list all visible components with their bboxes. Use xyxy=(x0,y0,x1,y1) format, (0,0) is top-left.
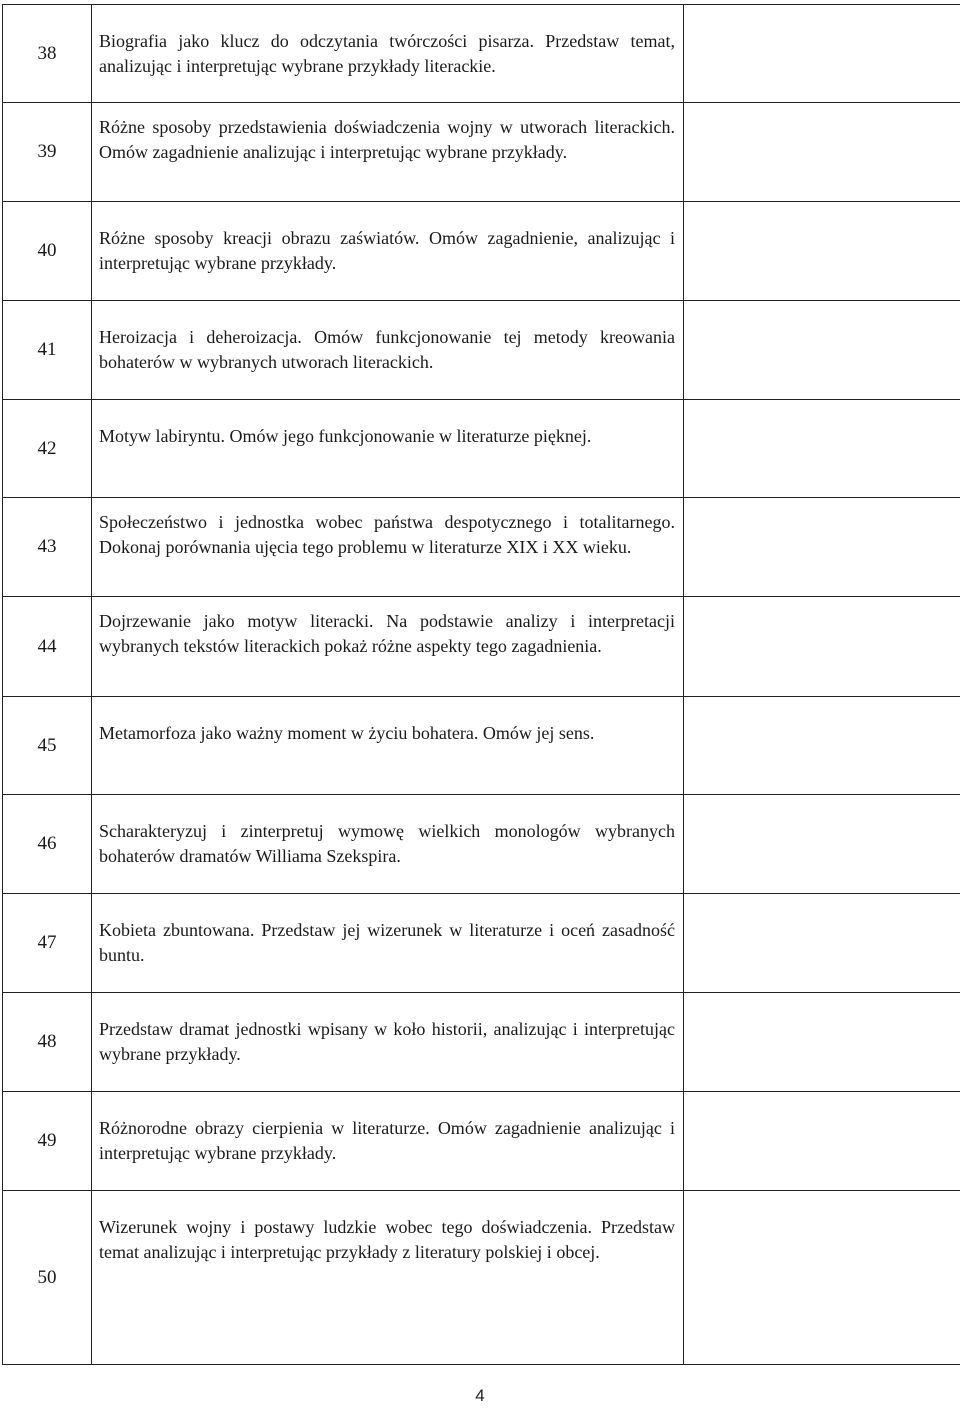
row-number: 46 xyxy=(3,795,92,894)
topic-cell xyxy=(92,400,684,498)
topic-cell xyxy=(92,795,684,894)
topic-text: Scharakteryzuj i zinterpretuj wymowę wielkich monologów wybranych bohaterów dramatów Williama Szekspira. xyxy=(99,821,675,866)
topic-cell xyxy=(92,894,684,993)
table-row xyxy=(3,103,960,202)
topic-cell xyxy=(92,697,684,795)
row-number: 41 xyxy=(3,301,92,400)
row-number: 49 xyxy=(3,1092,92,1191)
row-number: 45 xyxy=(3,697,92,795)
topic-cell xyxy=(92,103,684,202)
topic-text: Motyw labiryntu. Omów jego funkcjonowanie w literaturze pięknej. xyxy=(99,426,592,446)
empty-cell xyxy=(684,1092,960,1191)
empty-cell xyxy=(684,1191,960,1365)
table-row xyxy=(3,400,960,498)
topic-text: Biografia jako klucz do odczytania twórczości pisarza. Przedstaw temat, analizując i interpretując wybrane przykłady literackie. xyxy=(99,31,675,76)
table-row xyxy=(3,597,960,697)
empty-cell xyxy=(684,202,960,301)
page-number: 4 xyxy=(475,1386,485,1405)
topic-cell xyxy=(92,498,684,597)
topic-cell xyxy=(92,993,684,1092)
row-number: 48 xyxy=(3,993,92,1092)
topic-text: Różnorodne obrazy cierpienia w literaturze. Omów zagadnienie analizując i interpretując wybrane przykłady. xyxy=(99,1118,675,1163)
topic-text: Przedstaw dramat jednostki wpisany w koło historii, analizując i interpretując wybrane przykłady. xyxy=(99,1019,675,1064)
topic-text: Heroizacja i deheroizacja. Omów funkcjonowanie tej metody kreowania bohaterów w wybranych utworach literackich. xyxy=(99,327,675,372)
table-row xyxy=(3,993,960,1092)
empty-cell xyxy=(684,5,960,103)
row-number: 38 xyxy=(3,5,92,103)
row-number: 44 xyxy=(3,597,92,697)
topic-text: Metamorfoza jako ważny moment w życiu bohatera. Omów jej sens. xyxy=(99,723,595,743)
table-row xyxy=(3,498,960,597)
topic-text: Dojrzewanie jako motyw literacki. Na podstawie analizy i interpretacji wybranych tekstów literackich pokaż różne aspekty tego zagadnienia. xyxy=(99,611,675,656)
topic-text: Kobieta zbuntowana. Przedstaw jej wizerunek w literaturze i oceń zasadność buntu. xyxy=(99,920,675,965)
topic-cell xyxy=(92,301,684,400)
topic-text: Różne sposoby kreacji obrazu zaświatów. Omów zagadnienie, analizując i interpretując wybrane przykłady. xyxy=(99,228,675,273)
topic-text: Wizerunek wojny i postawy ludzkie wobec tego doświadczenia. Przedstaw temat analizując i interpretując przykłady z literatury polskiej i obcej. xyxy=(99,1217,675,1262)
table-row xyxy=(3,1092,960,1191)
empty-cell xyxy=(684,597,960,697)
table-row xyxy=(3,894,960,993)
topic-cell xyxy=(92,597,684,697)
table-row xyxy=(3,5,960,103)
topics-table xyxy=(2,4,960,1365)
empty-cell xyxy=(684,301,960,400)
row-number: 39 xyxy=(3,103,92,202)
topic-cell xyxy=(92,1191,684,1365)
table-row xyxy=(3,202,960,301)
topic-cell xyxy=(92,5,684,103)
row-number: 42 xyxy=(3,400,92,498)
row-number: 40 xyxy=(3,202,92,301)
empty-cell xyxy=(684,498,960,597)
empty-cell xyxy=(684,795,960,894)
empty-cell xyxy=(684,993,960,1092)
table-row xyxy=(3,795,960,894)
table-row xyxy=(3,697,960,795)
empty-cell xyxy=(684,697,960,795)
empty-cell xyxy=(684,894,960,993)
topic-cell xyxy=(92,1092,684,1191)
row-number: 50 xyxy=(3,1191,92,1365)
topic-text: Różne sposoby przedstawienia doświadczenia wojny w utworach literackich. Omów zagadnienie analizując i interpretując wybrane przykłady. xyxy=(99,117,675,162)
topic-cell xyxy=(92,202,684,301)
row-number: 47 xyxy=(3,894,92,993)
table-row xyxy=(3,301,960,400)
row-number: 43 xyxy=(3,498,92,597)
topic-text: Społeczeństwo i jednostka wobec państwa despotycznego i totalitarnego. Dokonaj porównania ujęcia tego problemu w literaturze XIX i XX wieku. xyxy=(99,512,675,557)
table-row xyxy=(3,1191,960,1365)
empty-cell xyxy=(684,103,960,202)
empty-cell xyxy=(684,400,960,498)
